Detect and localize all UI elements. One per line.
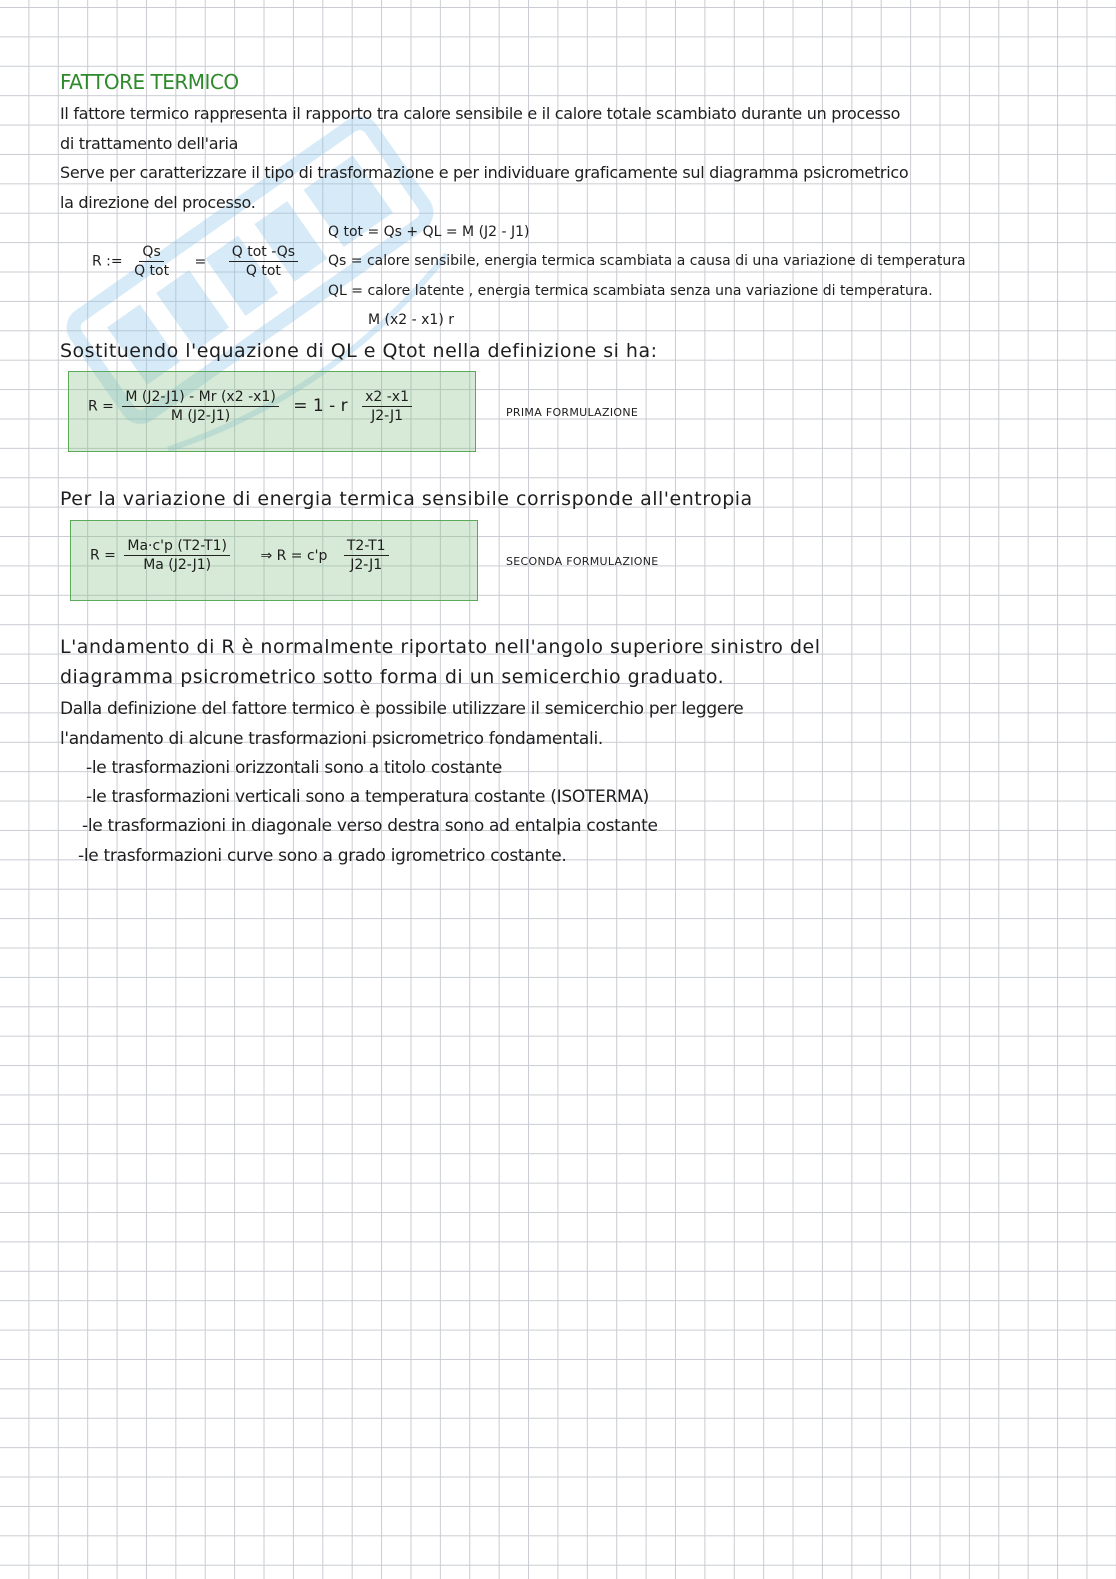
first-formulation-label: PRIMA FORMULAZIONE bbox=[506, 406, 639, 419]
ql-expression: M (x2 - x1) r bbox=[368, 312, 454, 328]
entropy-line: Per la variazione di energia termica sensibile corrisponde all'entropia bbox=[60, 488, 753, 510]
qtot-minus-qs-fraction: $\frac{\text{Q tot -Qs}}{\text{Q tot}}$ bbox=[229, 244, 298, 279]
substitution-heading: Sostituendo l'equazione di QL e Qtot nella definizione si ha: bbox=[60, 340, 658, 362]
second-t-fraction: $\frac{T2-T1}{J2-J1}$ bbox=[344, 538, 389, 573]
trend-line-4: l'andamento di alcune trasformazioni psicrometrico fondamentali. bbox=[60, 729, 603, 749]
second-main-fraction: $\frac{Ma\cdot c'p (T2-T1)}{Ma (J2-J1)}$ bbox=[124, 538, 230, 573]
second-formulation-formula: R = $\frac{Ma\cdot c'p (T2-T1)}{Ma (J2-J1)}$ ⇒ R = c'p $\frac{T2-T1}{J2-J1}$ bbox=[90, 538, 393, 573]
first-formulation-formula: R = $\frac{M (J2-J1) - Mr (x2 -x1)}{M (J2-J1)}$ = 1 - r $\frac{x2 -x1}{J2-J1}$ bbox=[88, 389, 416, 424]
list-item: -le trasformazioni orizzontali sono a titolo costante bbox=[86, 758, 503, 778]
intro-line-2: di trattamento dell'aria bbox=[60, 134, 239, 153]
r-label: R := bbox=[92, 253, 123, 270]
qtot-definition: Q tot = Qs + QL = M (J2 - J1) bbox=[328, 224, 530, 240]
qs-definition: Qs = calore sensibile, energia termica scambiata a causa di una variazione di temperatura bbox=[328, 253, 966, 269]
trend-line-2: diagramma psicrometrico sotto forma di un semicerchio graduato. bbox=[60, 666, 725, 688]
page-title: FATTORE TERMICO bbox=[60, 70, 239, 94]
list-item: -le trasformazioni in diagonale verso destra sono ad entalpia costante bbox=[82, 816, 658, 836]
second-formulation-label: SECONDA FORMULAZIONE bbox=[506, 555, 659, 568]
trend-line-3: Dalla definizione del fattore termico è possibile utilizzare il semicerchio per leggere bbox=[60, 699, 744, 719]
intro-line-4: la direzione del processo. bbox=[60, 193, 256, 212]
trend-line-1: L'andamento di R è normalmente riportato nell'angolo superiore sinistro del bbox=[60, 636, 821, 658]
ql-definition: QL = calore latente , energia termica scambiata senza una variazione di temperatura. bbox=[328, 283, 933, 299]
qs-over-qtot: $\frac{Qs}{\text{Q tot}}$ bbox=[134, 244, 170, 279]
list-item: -le trasformazioni verticali sono a temperatura costante (ISOTERMA) bbox=[86, 787, 649, 807]
definition-formula: R := $\frac{Qs}{\text{Q tot}}$ = $\frac{\text{Q tot -Qs}}{\text{Q tot}}$ bbox=[92, 244, 302, 279]
first-main-fraction: $\frac{M (J2-J1) - Mr (x2 -x1)}{M (J2-J1)}$ bbox=[122, 389, 278, 424]
intro-line-3: Serve per caratterizzare il tipo di trasformazione e per individuare graficamente sul diagramma psicrometrico bbox=[60, 163, 909, 182]
intro-line-1: Il fattore termico rappresenta il rapporto tra calore sensibile e il calore totale scambiato durante un processo bbox=[60, 104, 901, 123]
list-item: -le trasformazioni curve sono a grado igrometrico costante. bbox=[78, 846, 567, 866]
first-x-fraction: $\frac{x2 -x1}{J2-J1}$ bbox=[362, 389, 412, 424]
